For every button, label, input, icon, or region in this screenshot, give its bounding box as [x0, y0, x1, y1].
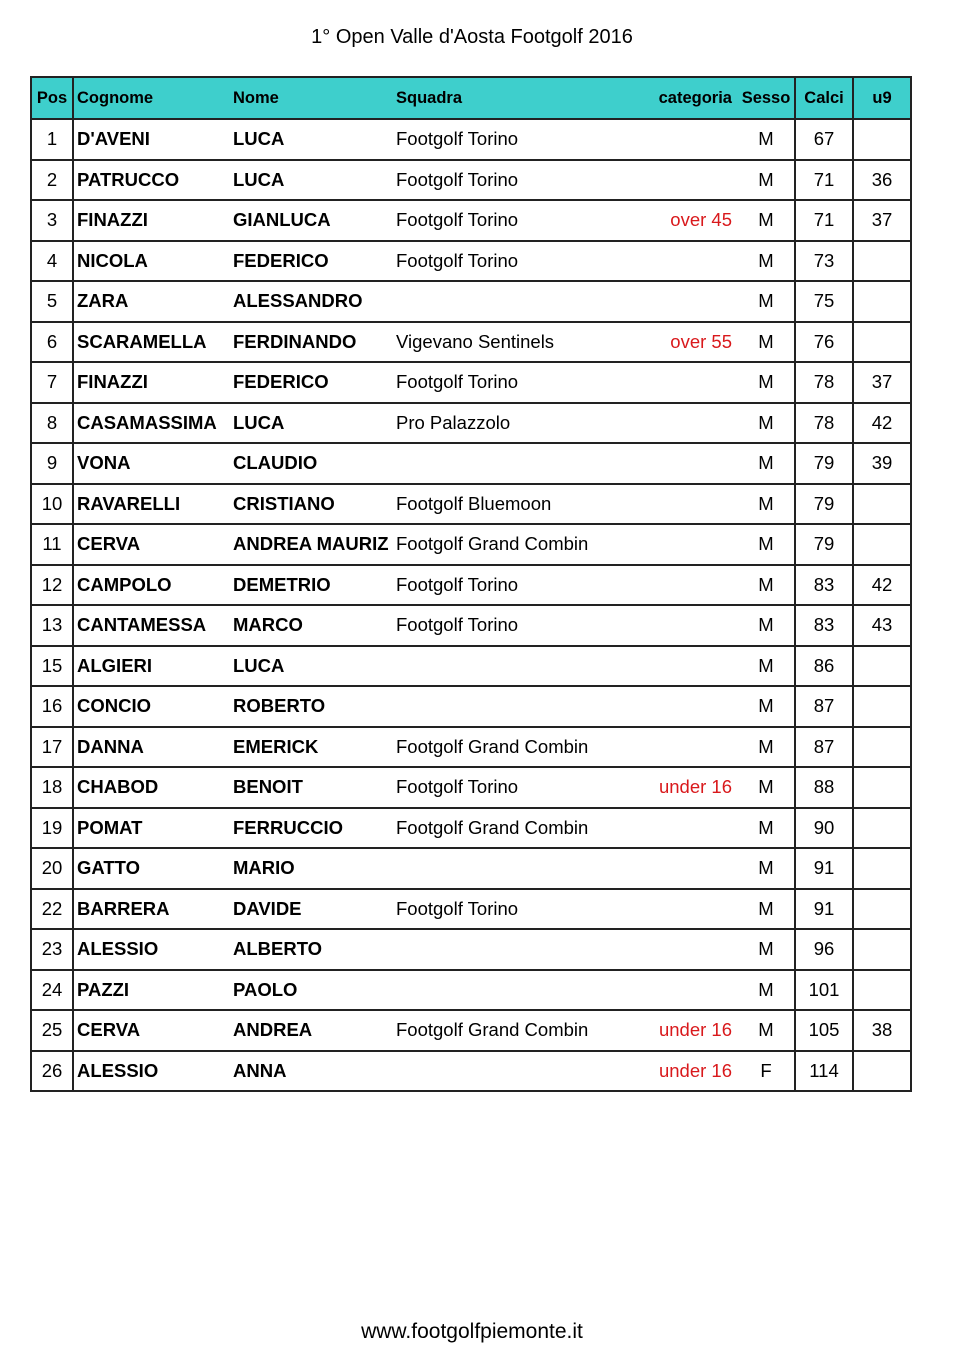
cell-nome: FERRUCCIO — [233, 808, 396, 849]
cell-squadra: Footgolf Torino — [396, 160, 626, 201]
cell-categoria: over 45 — [626, 200, 738, 241]
cell-sesso: M — [738, 281, 795, 322]
header-categoria: categoria — [626, 77, 738, 119]
cell-cognome: VONA — [73, 443, 233, 484]
cell-calci: 96 — [795, 929, 853, 970]
table-row — [31, 767, 911, 808]
cell-nome: GIANLUCA — [233, 200, 396, 241]
cell-squadra: Footgolf Torino — [396, 767, 626, 808]
cell-cognome: CANTAMESSA — [73, 605, 233, 646]
cell-sesso: M — [738, 889, 795, 930]
cell-calci: 90 — [795, 808, 853, 849]
table-row — [31, 1051, 911, 1092]
cell-calci: 101 — [795, 970, 853, 1011]
cell-squadra — [396, 929, 626, 970]
cell-u9: 39 — [853, 443, 911, 484]
cell-nome: EMERICK — [233, 727, 396, 768]
cell-pos: 26 — [31, 1051, 73, 1092]
cell-nome: ALESSANDRO — [233, 281, 396, 322]
cell-categoria — [626, 848, 738, 889]
cell-cognome: POMAT — [73, 808, 233, 849]
cell-pos: 1 — [31, 119, 73, 160]
cell-squadra: Footgolf Torino — [396, 241, 626, 282]
table-header-row — [31, 77, 911, 119]
cell-calci: 91 — [795, 889, 853, 930]
cell-sesso: M — [738, 119, 795, 160]
cell-pos: 11 — [31, 524, 73, 565]
cell-nome: FEDERICO — [233, 362, 396, 403]
cell-calci: 87 — [795, 686, 853, 727]
cell-cognome: NICOLA — [73, 241, 233, 282]
cell-sesso: M — [738, 1010, 795, 1051]
cell-pos: 25 — [31, 1010, 73, 1051]
cell-pos: 4 — [31, 241, 73, 282]
cell-pos: 19 — [31, 808, 73, 849]
cell-nome: FERDINANDO — [233, 322, 396, 363]
cell-u9 — [853, 322, 911, 363]
cell-sesso: M — [738, 362, 795, 403]
cell-cognome: BARRERA — [73, 889, 233, 930]
header-nome: Nome — [233, 77, 396, 119]
cell-pos: 17 — [31, 727, 73, 768]
table-row — [31, 241, 911, 282]
cell-u9: 37 — [853, 200, 911, 241]
cell-u9: 36 — [853, 160, 911, 201]
cell-u9 — [853, 929, 911, 970]
cell-calci: 71 — [795, 200, 853, 241]
cell-squadra: Vigevano Sentinels — [396, 322, 626, 363]
cell-categoria — [626, 403, 738, 444]
table-row — [31, 605, 911, 646]
results-table — [30, 76, 912, 1092]
cell-categoria: under 16 — [626, 1010, 738, 1051]
cell-categoria — [626, 727, 738, 768]
cell-sesso: M — [738, 443, 795, 484]
cell-pos: 15 — [31, 646, 73, 687]
cell-sesso: M — [738, 727, 795, 768]
cell-u9: 38 — [853, 1010, 911, 1051]
cell-cognome: ALESSIO — [73, 929, 233, 970]
cell-nome: DAVIDE — [233, 889, 396, 930]
header-calci: Calci — [795, 77, 853, 119]
cell-squadra — [396, 848, 626, 889]
table-row — [31, 281, 911, 322]
cell-nome: ANNA — [233, 1051, 396, 1092]
cell-squadra: Footgolf Torino — [396, 605, 626, 646]
cell-pos: 8 — [31, 403, 73, 444]
cell-calci: 71 — [795, 160, 853, 201]
cell-sesso: M — [738, 929, 795, 970]
cell-calci: 86 — [795, 646, 853, 687]
cell-squadra — [396, 686, 626, 727]
cell-nome: CRISTIANO — [233, 484, 396, 525]
cell-pos: 12 — [31, 565, 73, 606]
cell-nome: ALBERTO — [233, 929, 396, 970]
cell-categoria — [626, 241, 738, 282]
table-row — [31, 808, 911, 849]
cell-sesso: M — [738, 524, 795, 565]
table-row — [31, 362, 911, 403]
table-row — [31, 524, 911, 565]
cell-categoria: under 16 — [626, 1051, 738, 1092]
cell-sesso: M — [738, 686, 795, 727]
cell-nome: BENOIT — [233, 767, 396, 808]
cell-nome: ROBERTO — [233, 686, 396, 727]
cell-squadra: Footgolf Torino — [396, 119, 626, 160]
cell-pos: 18 — [31, 767, 73, 808]
cell-nome: MARIO — [233, 848, 396, 889]
cell-u9 — [853, 524, 911, 565]
cell-nome: LUCA — [233, 119, 396, 160]
cell-pos: 7 — [31, 362, 73, 403]
cell-squadra — [396, 443, 626, 484]
cell-u9 — [853, 646, 911, 687]
cell-categoria — [626, 970, 738, 1011]
table-row — [31, 1010, 911, 1051]
cell-categoria — [626, 565, 738, 606]
cell-u9 — [853, 686, 911, 727]
cell-squadra: Footgolf Torino — [396, 200, 626, 241]
cell-categoria — [626, 443, 738, 484]
cell-categoria — [626, 889, 738, 930]
cell-categoria — [626, 686, 738, 727]
cell-u9: 42 — [853, 565, 911, 606]
table-row — [31, 160, 911, 201]
cell-sesso: M — [738, 767, 795, 808]
cell-categoria: over 55 — [626, 322, 738, 363]
cell-cognome: ALESSIO — [73, 1051, 233, 1092]
cell-sesso: M — [738, 646, 795, 687]
cell-calci: 79 — [795, 443, 853, 484]
cell-squadra: Footgolf Grand Combin — [396, 1010, 626, 1051]
cell-categoria — [626, 605, 738, 646]
header-u9: u9 — [853, 77, 911, 119]
cell-u9 — [853, 1051, 911, 1092]
cell-calci: 87 — [795, 727, 853, 768]
cell-sesso: M — [738, 605, 795, 646]
cell-squadra: Footgolf Grand Combin — [396, 727, 626, 768]
cell-u9 — [853, 970, 911, 1011]
table-row — [31, 929, 911, 970]
cell-calci: 75 — [795, 281, 853, 322]
cell-u9 — [853, 119, 911, 160]
cell-squadra: Footgolf Torino — [396, 362, 626, 403]
cell-calci: 88 — [795, 767, 853, 808]
cell-squadra — [396, 281, 626, 322]
cell-sesso: F — [738, 1051, 795, 1092]
table-row — [31, 686, 911, 727]
table-body — [31, 119, 911, 1091]
table-row — [31, 322, 911, 363]
cell-categoria — [626, 524, 738, 565]
cell-nome: PAOLO — [233, 970, 396, 1011]
cell-calci: 76 — [795, 322, 853, 363]
cell-nome: MARCO — [233, 605, 396, 646]
cell-cognome: ALGIERI — [73, 646, 233, 687]
cell-categoria — [626, 929, 738, 970]
cell-cognome: SCARAMELLA — [73, 322, 233, 363]
cell-u9 — [853, 281, 911, 322]
cell-squadra: Footgolf Torino — [396, 565, 626, 606]
cell-u9: 42 — [853, 403, 911, 444]
cell-cognome: ZARA — [73, 281, 233, 322]
cell-cognome: CHABOD — [73, 767, 233, 808]
cell-categoria — [626, 484, 738, 525]
cell-cognome: CONCIO — [73, 686, 233, 727]
footer-url: www.footgolfpiemonte.it — [361, 1320, 583, 1343]
cell-u9: 43 — [853, 605, 911, 646]
cell-categoria — [626, 160, 738, 201]
header-squadra: Squadra — [396, 77, 626, 119]
cell-nome: DEMETRIO — [233, 565, 396, 606]
cell-u9 — [853, 808, 911, 849]
cell-categoria — [626, 119, 738, 160]
cell-cognome: PAZZI — [73, 970, 233, 1011]
cell-sesso: M — [738, 808, 795, 849]
cell-sesso: M — [738, 484, 795, 525]
cell-sesso: M — [738, 160, 795, 201]
cell-nome: LUCA — [233, 403, 396, 444]
cell-pos: 10 — [31, 484, 73, 525]
cell-u9: 37 — [853, 362, 911, 403]
page-title: 1° Open Valle d'Aosta Footgolf 2016 — [311, 26, 633, 48]
cell-calci: 91 — [795, 848, 853, 889]
cell-squadra — [396, 970, 626, 1011]
cell-sesso: M — [738, 848, 795, 889]
cell-squadra: Footgolf Grand Combin — [396, 808, 626, 849]
cell-nome: LUCA — [233, 646, 396, 687]
table-row — [31, 646, 911, 687]
cell-nome: ANDREA — [233, 1010, 396, 1051]
cell-cognome: CERVA — [73, 1010, 233, 1051]
cell-pos: 5 — [31, 281, 73, 322]
cell-calci: 105 — [795, 1010, 853, 1051]
cell-u9 — [853, 484, 911, 525]
cell-squadra: Footgolf Bluemoon — [396, 484, 626, 525]
table-row — [31, 848, 911, 889]
header-sesso: Sesso — [738, 77, 795, 119]
cell-calci: 83 — [795, 605, 853, 646]
cell-calci: 79 — [795, 484, 853, 525]
cell-cognome: FINAZZI — [73, 200, 233, 241]
table-row — [31, 889, 911, 930]
cell-calci: 79 — [795, 524, 853, 565]
cell-cognome: FINAZZI — [73, 362, 233, 403]
cell-cognome: RAVARELLI — [73, 484, 233, 525]
cell-pos: 22 — [31, 889, 73, 930]
table-row — [31, 565, 911, 606]
cell-pos: 24 — [31, 970, 73, 1011]
cell-sesso: M — [738, 970, 795, 1011]
cell-pos: 16 — [31, 686, 73, 727]
table-row — [31, 119, 911, 160]
table-row — [31, 484, 911, 525]
header-cognome: Cognome — [73, 77, 233, 119]
cell-pos: 9 — [31, 443, 73, 484]
cell-u9 — [853, 241, 911, 282]
cell-categoria: under 16 — [626, 767, 738, 808]
cell-nome: ANDREA MAURIZ — [233, 524, 396, 565]
cell-cognome: D'AVENI — [73, 119, 233, 160]
cell-cognome: PATRUCCO — [73, 160, 233, 201]
cell-squadra — [396, 646, 626, 687]
header-pos: Pos — [31, 77, 73, 119]
table-row — [31, 200, 911, 241]
cell-sesso: M — [738, 565, 795, 606]
cell-cognome: CAMPOLO — [73, 565, 233, 606]
cell-nome: LUCA — [233, 160, 396, 201]
cell-nome: CLAUDIO — [233, 443, 396, 484]
cell-pos: 6 — [31, 322, 73, 363]
cell-u9 — [853, 727, 911, 768]
cell-categoria — [626, 362, 738, 403]
cell-sesso: M — [738, 322, 795, 363]
cell-squadra: Footgolf Torino — [396, 889, 626, 930]
table-row — [31, 403, 911, 444]
cell-calci: 78 — [795, 403, 853, 444]
cell-sesso: M — [738, 200, 795, 241]
cell-pos: 2 — [31, 160, 73, 201]
cell-u9 — [853, 767, 911, 808]
table-row — [31, 970, 911, 1011]
cell-cognome: DANNA — [73, 727, 233, 768]
cell-pos: 23 — [31, 929, 73, 970]
cell-pos: 13 — [31, 605, 73, 646]
cell-pos: 20 — [31, 848, 73, 889]
cell-squadra: Footgolf Grand Combin — [396, 524, 626, 565]
cell-categoria — [626, 646, 738, 687]
cell-cognome: GATTO — [73, 848, 233, 889]
cell-nome: FEDERICO — [233, 241, 396, 282]
table-row — [31, 727, 911, 768]
cell-squadra — [396, 1051, 626, 1092]
cell-pos: 3 — [31, 200, 73, 241]
cell-categoria — [626, 281, 738, 322]
cell-cognome: CERVA — [73, 524, 233, 565]
cell-calci: 73 — [795, 241, 853, 282]
table-row — [31, 443, 911, 484]
cell-squadra: Pro Palazzolo — [396, 403, 626, 444]
cell-categoria — [626, 808, 738, 849]
cell-calci: 67 — [795, 119, 853, 160]
cell-sesso: M — [738, 403, 795, 444]
cell-calci: 83 — [795, 565, 853, 606]
cell-cognome: CASAMASSIMA — [73, 403, 233, 444]
cell-u9 — [853, 848, 911, 889]
cell-u9 — [853, 889, 911, 930]
cell-calci: 78 — [795, 362, 853, 403]
cell-sesso: M — [738, 241, 795, 282]
cell-calci: 114 — [795, 1051, 853, 1092]
